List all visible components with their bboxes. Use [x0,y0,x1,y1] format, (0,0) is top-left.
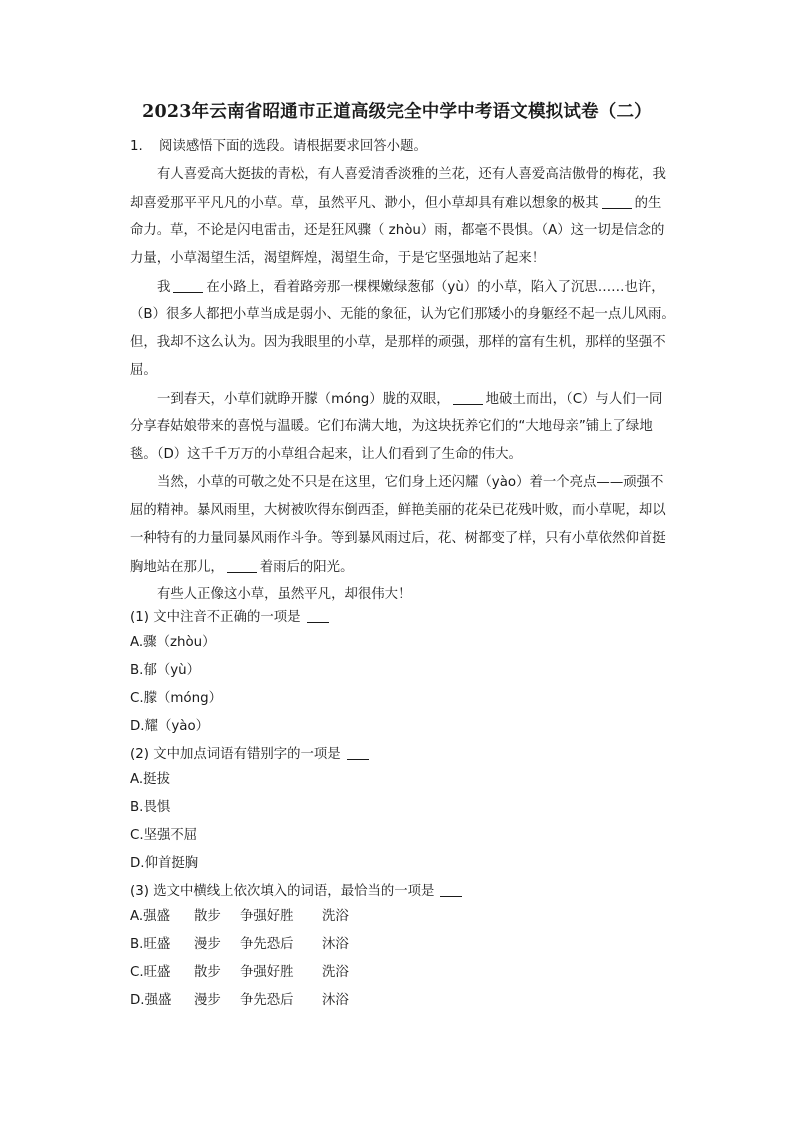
passage-text: 屈的精神。暴风雨里，大树被吹得东倒西歪，鲜艳美丽的花朵已花残叶败，而小草呢，却以 [130,503,666,518]
answer-option-cell: 散步 [194,909,221,924]
answer-option-cell: 洗浴 [322,909,349,924]
subquestion-text: (1) 文中注音不正确的一项是 [130,610,301,625]
subquestion-label [130,882,462,901]
passage-line [157,278,665,297]
subquestion-label [130,608,329,627]
question-number: 1. [130,139,143,154]
passage-text: （B）很多人都把小草当成是弱小、无能的象征，认为它们那矮小的身躯经不起一点儿风雨。 [130,307,675,322]
subquestion-text: (3) 选文中横线上依次填入的词语，最恰当的一项是 [130,884,435,899]
subquestion-text: (2) 文中加点词语有错别字的一项是 [130,747,341,762]
answer-option-cell: 散步 [194,965,221,980]
passage-text: 却喜爱那平平凡凡的小草。草，虽然平凡、渺小，但小草却具有难以想象的极其 [130,196,599,211]
answer-option: C.坚强不屈 [130,828,198,843]
answer-option-cell: 争先恐后 [240,937,294,952]
fill-blank [227,558,257,573]
answer-option: B.郁（yù） [130,663,201,678]
question-instruction: 阅读感悟下面的选段。请根据要求回答小题。 [159,139,427,154]
passage-text: 有人喜爱高大挺拔的青松，有人喜爱清香淡雅的兰花，还有人喜爱高洁傲骨的梅花，我 [157,167,666,182]
answer-option: D.耀（yào） [130,719,210,734]
passage-text: 但，我却不这么认为。因为我眼里的小草，是那样的顽强，那样的富有生机，那样的坚强不 [130,335,666,350]
passage-line [157,390,662,409]
answer-blank [347,745,369,760]
passage-text: 着雨后的阳光。 [259,560,354,575]
passage-line [130,362,157,380]
passage-text: 胸地站在那儿， [130,560,224,575]
passage-line [130,530,666,548]
subquestion-label [130,745,369,764]
answer-option: D.仰首挺胸 [130,856,199,871]
fill-blank [173,278,203,293]
answer-option: A.挺拔 [130,772,170,787]
answer-option-cell: B.旺盛 [130,937,171,952]
passage-text: 我 [157,280,171,295]
answer-option-cell: 沐浴 [322,993,349,1008]
passage-text: 屈。 [130,363,157,378]
answer-blank [440,882,462,897]
passage-line [157,474,663,492]
passage-text: 一种特有的力量同暴风雨作斗争。等到暴风雨过后，花、树都变了样，只有小草依然仰首挺 [130,531,666,546]
passage-text: 有些人正像这小草，虽然平凡，却很伟大！ [157,587,412,602]
answer-option-cell: 争先恐后 [240,993,294,1008]
passage-line [157,166,666,184]
passage-line [130,502,666,520]
answer-option-cell: 争强好胜 [240,965,294,980]
passage-line [157,586,411,604]
passage-text: 力量，小草渴望生活，渴望辉煌，渴望生命，于是它坚强地站了起来！ [130,251,546,266]
answer-option: C.朦（móng） [130,691,223,706]
answer-blank [307,608,329,623]
fill-blank [602,194,632,209]
passage-text: 在小路上，看着路旁那一棵棵嫩绿葱郁（yù）的小草，陷入了沉思……也许， [206,280,665,295]
passage-text: 毯。（D）这千千万万的小草组合起来，让人们看到了生命的伟大。 [130,447,522,462]
answer-option-cell: A.强盛 [130,909,170,924]
answer-option-cell: C.旺盛 [130,965,171,980]
answer-option-cell: 洗浴 [322,965,349,980]
passage-line [130,306,675,324]
question-header [130,138,427,156]
exam-title: 2023年云南省昭通市正道高级完全中学中考语文模拟试卷（二） [142,102,652,122]
passage-line [130,558,353,577]
answer-option-cell: 沐浴 [322,937,349,952]
passage-line [130,334,666,352]
passage-text: 命力。草，不论是闪电雷击，还是狂风骤（ zhòu）雨，都毫不畏惧。（A）这一切是信念的 [130,223,665,238]
passage-text: 当然，小草的可敬之处不只是在这里，它们身上还闪耀（yào）着一个亮点——顽强不 [157,475,664,490]
answer-option-cell: 争强好胜 [240,909,294,924]
answer-option-cell: 漫步 [194,937,221,952]
answer-option-cell: 漫步 [194,993,221,1008]
passage-text: 分享春姑娘带来的喜悦与温暖。它们布满大地，为这块抚养它们的“大地母亲”铺上了绿地 [130,419,653,434]
fill-blank [453,390,483,405]
passage-text: 的生 [634,196,662,211]
passage-text: 一到春天，小草们就睁开朦（móng）胧的双眼， [157,392,450,407]
passage-line [130,194,661,213]
passage-line [130,250,545,268]
answer-option-cell: D.强盛 [130,993,172,1008]
passage-line [130,446,522,464]
answer-option: B.畏惧 [130,800,171,815]
passage-line [130,222,664,240]
passage-text: 地破土而出，（C）与人们一同 [485,392,663,407]
answer-option: A.骤（zhòu） [130,635,216,650]
passage-line [130,418,653,436]
